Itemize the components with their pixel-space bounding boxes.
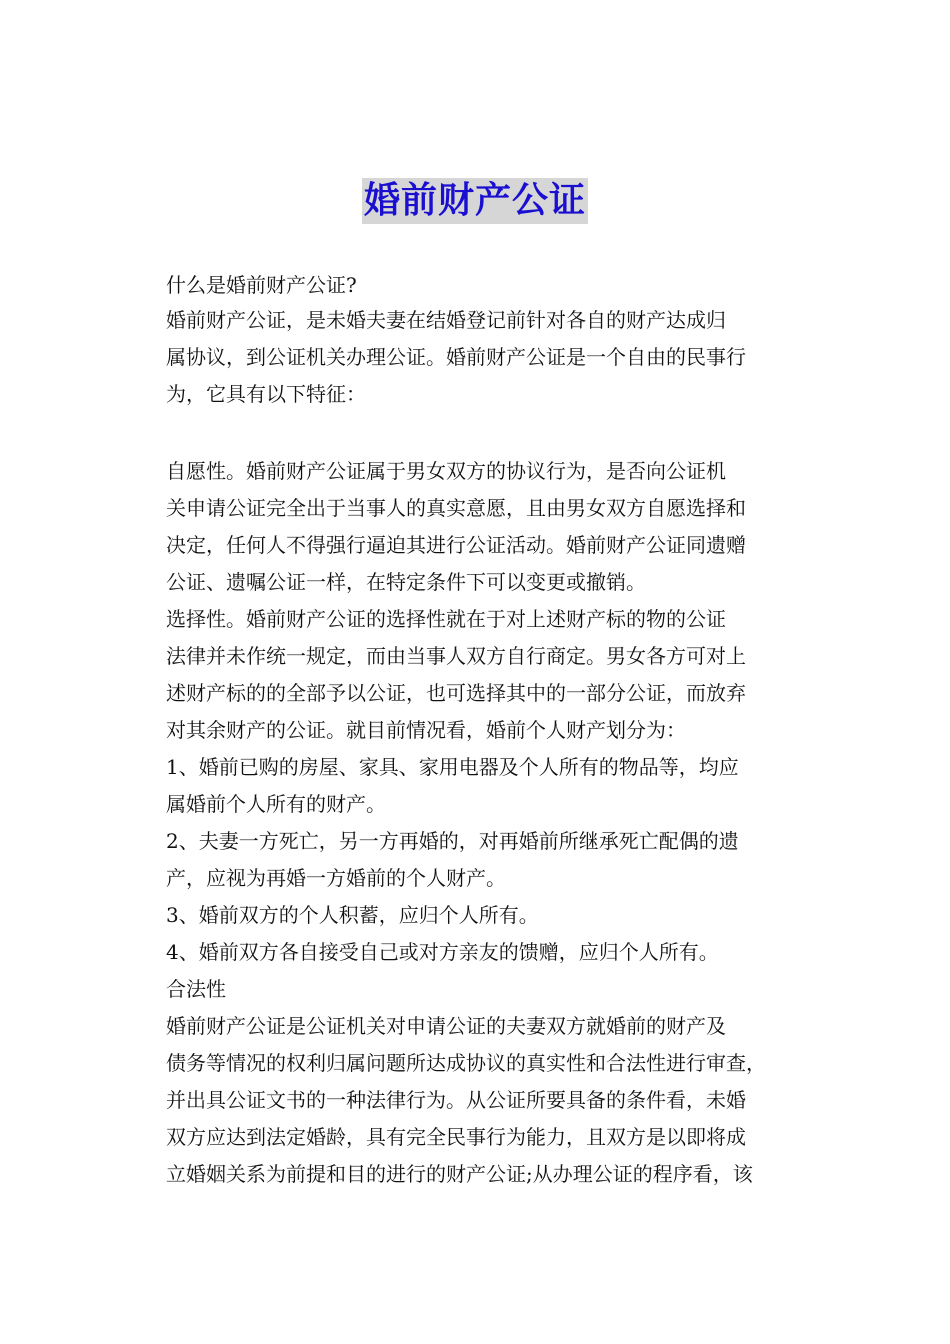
list-item-line: 2、夫妻一方死亡，另一方再婚的，对再婚前所继承死亡配偶的遗: [166, 829, 739, 853]
list-item-line: 1、婚前已购的房屋、家具、家用电器及个人所有的物品等，均应: [166, 755, 739, 779]
document-title: 婚前财产公证: [362, 178, 588, 224]
text-line: 属协议，到公证机关办理公证。婚前财产公证是一个自由的民事行: [166, 345, 746, 369]
text-line: 为，它具有以下特征：: [166, 382, 366, 406]
text-line: 对其余财产的公证。就目前情况看，婚前个人财产划分为：: [166, 718, 686, 742]
text-line: 婚前财产公证是公证机关对申请公证的夫妻双方就婚前的财产及: [166, 1014, 726, 1038]
text-line: 决定，任何人不得强行逼迫其进行公证活动。婚前财产公证同遗赠: [166, 533, 746, 557]
blank-line: [146, 413, 810, 453]
text-line: 婚前财产公证，是未婚夫妻在结婚登记前针对各自的财产达成归: [166, 308, 726, 332]
text-line: 法律并未作统一规定，而由当事人双方自行商定。男女各方可对上: [166, 644, 746, 668]
text-line: 述财产标的的全部予以公证，也可选择其中的一部分公证，而放弃: [166, 681, 746, 705]
question-line: 什么是婚前财产公证?: [166, 273, 357, 297]
text-line: 并出具公证文书的一种法律行为。从公证所要具备的条件看，未婚: [166, 1088, 746, 1112]
title-block: [0, 178, 950, 224]
document-body: [146, 268, 810, 1193]
text-line: 自愿性。婚前财产公证属于男女双方的协议行为，是否向公证机: [166, 459, 726, 483]
text-line: 立婚姻关系为前提和目的进行的财产公证;从办理公证的程序看，该: [166, 1162, 753, 1186]
text-line: 产，应视为再婚一方婚前的个人财产。: [166, 866, 506, 890]
section-heading: 合法性: [166, 977, 226, 1001]
list-item-line: 4、婚前双方各自接受自己或对方亲友的馈赠，应归个人所有。: [166, 940, 719, 964]
text-line: 公证、遗嘱公证一样，在特定条件下可以变更或撤销。: [166, 570, 646, 594]
text-line: 债务等情况的权利归属问题所达成协议的真实性和合法性进行审查，: [166, 1051, 766, 1075]
text-line: 关申请公证完全出于当事人的真实意愿，且由男女双方自愿选择和: [166, 496, 746, 520]
text-line: 选择性。婚前财产公证的选择性就在于对上述财产标的物的公证: [166, 607, 726, 631]
list-item-line: 3、婚前双方的个人积蓄，应归个人所有。: [166, 903, 539, 927]
text-line: 属婚前个人所有的财产。: [166, 792, 386, 816]
text-line: 双方应达到法定婚龄，具有完全民事行为能力，且双方是以即将成: [166, 1125, 746, 1149]
